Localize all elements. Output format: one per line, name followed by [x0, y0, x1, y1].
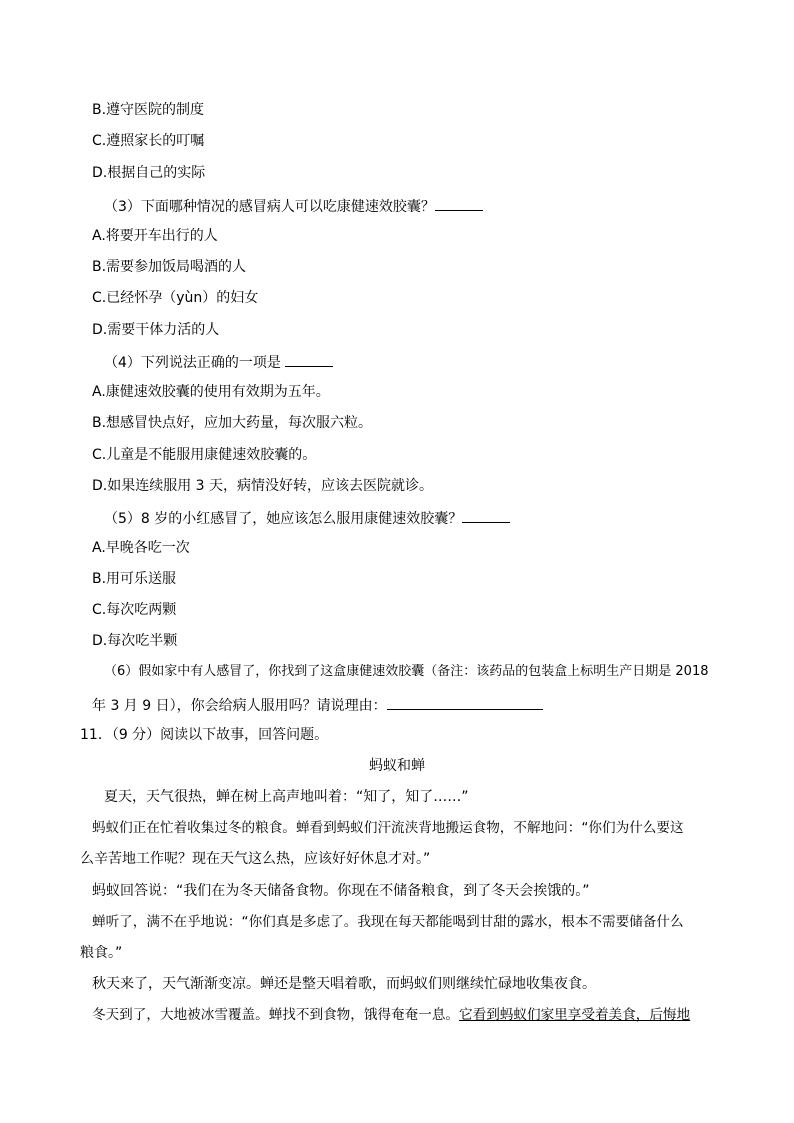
option-q2-d: D.根据自己的实际: [92, 165, 206, 181]
option-q2-b: B.遵守医院的制度: [92, 102, 205, 118]
option-q5-d: D.每次吃半颗: [92, 633, 178, 649]
story-title: 蚂蚁和蝉: [369, 758, 425, 774]
answer-blank-q4[interactable]: [285, 352, 333, 367]
question-4-prompt: （4）下列说法正确的一项是: [104, 355, 281, 371]
story-paragraph-1: 夏天，天气很热，蝉在树上高声地叫着：“知了，知了……”: [104, 789, 469, 805]
story-paragraph-4-line-1: 蝉听了，满不在乎地说：“你们真是多虑了。我现在每天都能喝到甘甜的露水，根本不需要储备什么: [92, 914, 684, 930]
story-paragraph-6: [92, 1006, 690, 1024]
story-paragraph-5: 秋天来了，天气渐渐变凉。蝉还是整天唱着歌，而蚂蚁们则继续忙碌地收集夜食。: [92, 976, 596, 992]
question-6-line-2: [92, 695, 543, 713]
question-6-prompt: 年 3 月 9 日），你会给病人服用吗？请说理由：: [92, 698, 387, 714]
question-5: [104, 508, 510, 526]
option-q3-a: A.将要开车出行的人: [92, 228, 218, 244]
option-q4-a: A.康健速效胶囊的使用有效期为五年。: [92, 384, 330, 400]
option-q4-b: B.想感冒快点好，应加大药量，每次服六粒。: [92, 415, 373, 431]
option-q5-c: C.每次吃两颗: [92, 602, 177, 618]
option-q3-d: D.需要干体力活的人: [92, 322, 220, 338]
option-q3-c: C.已经怀孕（yùn）的妇女: [92, 290, 259, 306]
option-q4-d: D.如果连续服用 3 天，病情没好转，应该去医院就诊。: [92, 478, 434, 494]
option-q5-b: B.用可乐送服: [92, 571, 177, 587]
question-3: [104, 196, 483, 214]
answer-blank-q3[interactable]: [435, 196, 483, 211]
option-q2-c: C.遵照家长的叮嘱: [92, 133, 205, 149]
option-q5-a: A.早晚各吃一次: [92, 540, 190, 556]
story-paragraph-4-line-2: 粮食。”: [80, 945, 123, 961]
question-6-line-1: （6）假如家中有人感冒了，你找到了这盒康健速效胶囊（备注：该药品的包装盒上标明生产日期是 2018: [104, 664, 709, 679]
question-4: [104, 352, 333, 370]
question-5-prompt: （5）8 岁的小红感冒了，她应该怎么服用康健速效胶囊？: [104, 511, 463, 527]
story-paragraph-6-text: 冬天到了，大地被冰雪覆盖。蝉找不到食物，饿得奄奄一息。: [92, 1007, 460, 1023]
story-paragraph-2-line-1: 蚂蚁们正在忙着收集过冬的粮食。蝉看到蚂蚁们汗流浃背地搬运食物，不解地问：“你们为什么要这: [92, 820, 684, 836]
story-paragraph-2-line-2: 么辛苦地工作呢？现在天气这么热，应该好好休息才对。”: [80, 851, 431, 867]
underlined-sentence: 它看到蚂蚁们家里享受着美食，后悔地: [459, 1007, 691, 1023]
question-11-header: 11．（9 分）阅读以下故事，回答问题。: [80, 727, 329, 743]
option-q4-c: C.儿童是不能服用康健速效胶囊的。: [92, 447, 317, 463]
answer-blank-q5[interactable]: [462, 508, 510, 523]
story-paragraph-3: 蚂蚁回答说：“我们在为冬天储备食物。你现在不储备粮食，到了冬天会挨饿的。”: [92, 883, 590, 899]
answer-blank-q6[interactable]: [387, 695, 543, 710]
question-3-prompt: （3）下面哪种情况的感冒病人可以吃康健速效胶囊？: [104, 199, 435, 215]
option-q3-b: B.需要参加饭局喝酒的人: [92, 259, 247, 275]
